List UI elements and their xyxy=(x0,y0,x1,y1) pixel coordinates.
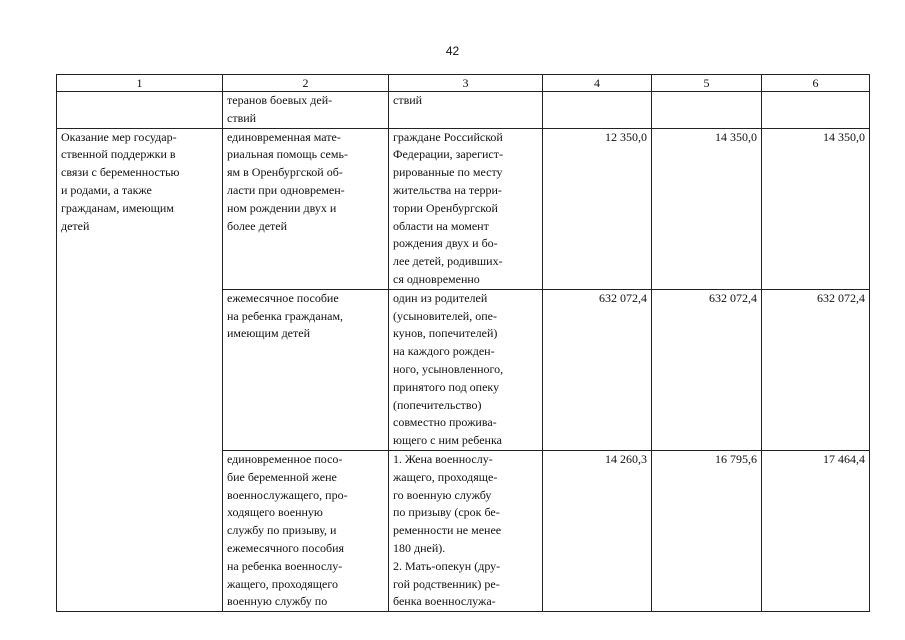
value-col4: 14 260,3 xyxy=(543,450,652,611)
column-header-3: 3 xyxy=(389,75,543,92)
value-col6: 632 072,4 xyxy=(762,289,870,450)
continuation-col5 xyxy=(652,92,762,129)
value-col5: 16 795,6 xyxy=(652,450,762,611)
measure-cell: единовременная мате- риальная помощь семь- ям в Оренбургской об- ласти при одновремен- ном рождении двух и более детей xyxy=(223,128,389,289)
continuation-row xyxy=(57,92,870,129)
column-header-5: 5 xyxy=(652,75,762,92)
continuation-col1 xyxy=(57,92,223,129)
continuation-col3: ствий xyxy=(389,92,543,129)
value-col4: 632 072,4 xyxy=(543,289,652,450)
value-col4: 12 350,0 xyxy=(543,128,652,289)
continuation-col6 xyxy=(762,92,870,129)
recipients-cell: один из родителей (усыновителей, опе- кунов, попечителей) на каждого рожден- ного, усыновленного, принятого под опеку (попечительство) совместно прожива- ющего с ним ребенка xyxy=(389,289,543,450)
continuation-col4 xyxy=(543,92,652,129)
table-row xyxy=(57,128,870,289)
value-col5: 14 350,0 xyxy=(652,128,762,289)
recipients-cell: 1. Жена военнослу- жащего, проходяще- го военную службу по призыву (срок бе- ременности не менее 180 дней). 2. Мать-опекун (дру- гой родственник) ре- бенка военнослужа- xyxy=(389,450,543,611)
column-header-4: 4 xyxy=(543,75,652,92)
measure-cell: ежемесячное пособие на ребенка гражданам, имеющим детей xyxy=(223,289,389,450)
budget-table xyxy=(56,74,870,612)
column-header-1: 1 xyxy=(57,75,223,92)
continuation-col2: теранов боевых дей- ствий xyxy=(223,92,389,129)
measure-cell: единовременное посо- бие беременной жене военнослужащего, про- ходящего военную службу по призыву, и ежемесячного пособия на ребенка военнослу- жащего, проходящего военную службу по xyxy=(223,450,389,611)
table-header-row xyxy=(57,75,870,92)
value-col5: 632 072,4 xyxy=(652,289,762,450)
value-col6: 14 350,0 xyxy=(762,128,870,289)
page-number: 42 xyxy=(445,44,460,58)
column-header-6: 6 xyxy=(762,75,870,92)
column-header-2: 2 xyxy=(223,75,389,92)
value-col6: 17 464,4 xyxy=(762,450,870,611)
section-title-cell: Оказание мер государ- ственной поддержки в связи с беременностью и родами, а также гражданам, имеющим детей xyxy=(57,128,223,612)
recipients-cell: граждане Российской Федерации, зарегист- рированные по месту жительства на терри- тории Оренбургской области на момент рождения двух и бо- лее детей, родивших- ся одновременно xyxy=(389,128,543,289)
